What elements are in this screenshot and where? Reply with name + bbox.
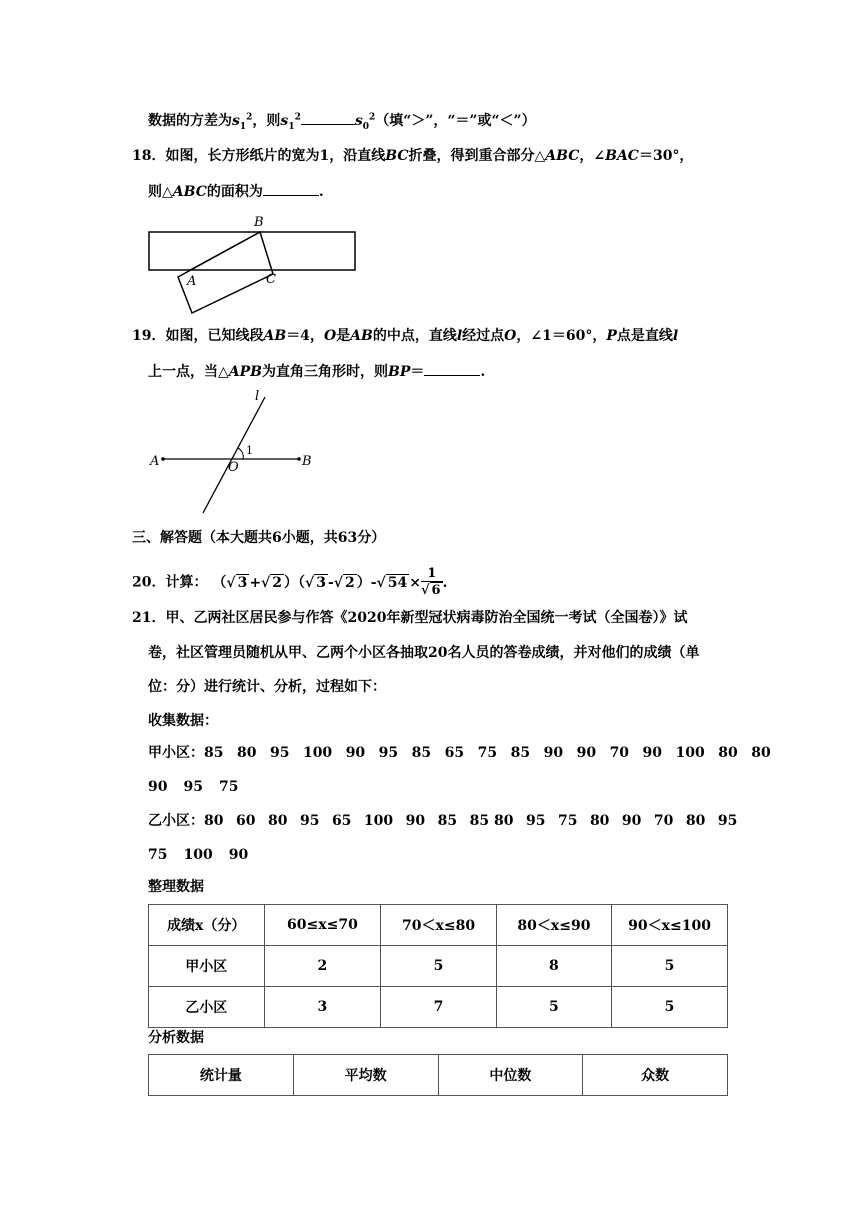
q20-label: 计算： <box>165 574 208 591</box>
score-value: 95 <box>378 745 399 761</box>
q19-text: . <box>480 364 486 380</box>
superscript: 2 <box>294 112 301 123</box>
table-header-cell: 众数 <box>583 1055 728 1096</box>
organize-text: 整理数据 <box>148 879 204 895</box>
radicand: 2 <box>344 574 355 591</box>
q18-text: 的面积为 <box>206 184 263 200</box>
yi-values-2 <box>148 845 248 865</box>
score-value: 100 <box>363 813 394 829</box>
score-value: 90 <box>228 847 249 863</box>
operator: × <box>409 574 421 591</box>
point-b <box>297 457 301 461</box>
math-var: BP <box>388 364 411 380</box>
q17-tail-line <box>148 110 536 131</box>
math-var: P <box>606 328 617 344</box>
label-a: A <box>187 274 197 289</box>
q19-text: 经过点 <box>462 328 505 344</box>
q18-text: 如图，长方形纸片的宽为1，沿直线 <box>165 148 386 164</box>
var-symbol: s <box>232 113 240 129</box>
point-a <box>161 457 165 461</box>
math-var: ABC <box>172 184 207 200</box>
score-value: 95 <box>525 813 546 829</box>
score-value: 95 <box>717 813 738 829</box>
q20-line <box>132 566 447 599</box>
q18-text: . <box>318 184 324 200</box>
score-value: 65 <box>444 745 465 761</box>
yi-label: 乙小区： <box>148 813 204 829</box>
section-title-text: 三、解答题（本大题共6小题，共63分） <box>132 530 386 546</box>
radicand: 2 <box>272 574 282 591</box>
label-l: l <box>255 389 260 404</box>
score-value: 90 <box>405 813 426 829</box>
answer-blank[interactable] <box>424 361 480 376</box>
q19-text: 上一点，当△ <box>148 364 229 380</box>
score-value: 90 <box>576 745 597 761</box>
question-number: 21． <box>132 610 166 626</box>
score-value: 90 <box>543 745 564 761</box>
folded-part <box>178 232 273 313</box>
q19-line2 <box>148 361 485 382</box>
q18-text: ＝30°， <box>638 148 694 164</box>
expression: （√ 3 +√ 2 ）（√ 3 -√ 2 ）-√ 54 × $\frac{1}{√ 6}$ . <box>212 566 448 598</box>
score-value: 100 <box>302 745 333 761</box>
table-header-cell: 70＜x≤80 <box>381 905 496 946</box>
label-angle: 1 <box>246 444 253 457</box>
q21-line2 <box>148 643 699 663</box>
label-c: C <box>266 272 276 287</box>
analyze-label <box>148 1028 204 1048</box>
score-value: 85 <box>204 745 224 761</box>
label-a: A <box>150 454 160 469</box>
q19-text: 是 <box>336 328 351 344</box>
answer-blank[interactable] <box>301 110 355 125</box>
score-value: 80 <box>589 813 610 829</box>
q21-line1 <box>132 608 687 628</box>
score-value: 65 <box>331 813 352 829</box>
table-cell: 乙小区 <box>149 987 265 1028</box>
question-number: 18． <box>132 148 166 164</box>
q18-figure <box>140 208 370 318</box>
q18-text: 折叠，得到重合部分△ <box>408 148 546 164</box>
score-value: 85 <box>437 813 458 829</box>
denominator: √ 6 <box>420 583 441 598</box>
answer-blank[interactable] <box>263 181 319 196</box>
angle-arc <box>238 448 243 459</box>
math-var: O <box>323 328 337 344</box>
q21-line3 <box>148 677 386 697</box>
score-value: 70 <box>653 813 674 829</box>
operator: + <box>249 574 262 591</box>
table-cell: 5 <box>612 946 728 987</box>
label-b: B <box>302 454 312 469</box>
q19-text: ＝ <box>410 364 425 380</box>
jia-row2 <box>148 777 238 797</box>
table-cell: 5 <box>612 987 728 1028</box>
radicand: 3 <box>316 574 326 591</box>
jia-values-1 <box>204 743 771 763</box>
math-var: O <box>504 328 517 344</box>
table-cell: 甲小区 <box>149 946 265 987</box>
radicand: 6 <box>431 583 441 598</box>
q19-text: 的中点，直线 <box>372 328 457 344</box>
q19-text: ＝4， <box>286 328 324 344</box>
score-value: 85 80 <box>469 813 514 829</box>
score-value: 60 <box>235 813 256 829</box>
score-value: 95 <box>299 813 320 829</box>
table-cell: 7 <box>381 987 496 1028</box>
question-number: 19． <box>132 328 166 344</box>
jia-label: 甲小区： <box>148 745 204 761</box>
table-row <box>149 987 728 1028</box>
question-number: 20． <box>132 574 166 591</box>
yi-row2 <box>148 845 248 865</box>
score-value: 85 <box>510 745 531 761</box>
subscript: 1 <box>288 121 295 132</box>
q21-text: 位：分）进行统计、分析，过程如下： <box>148 679 386 695</box>
table-cell: 2 <box>264 946 381 987</box>
line-l <box>203 397 265 513</box>
score-value: 80 <box>204 813 224 829</box>
table-header-row <box>149 1055 728 1096</box>
score-value: 90 <box>642 745 663 761</box>
operator: - <box>370 574 377 591</box>
subscript: 1 <box>239 121 247 132</box>
math-var: l <box>456 328 463 344</box>
q21-text: 卷，社区管理员随机从甲、乙两个小区各抽取20名人员的答卷成绩，并对他们的成绩（单 <box>148 645 700 661</box>
fold-line <box>190 232 260 270</box>
fraction <box>421 566 443 599</box>
q19-text: 为直角三角形时，则 <box>262 364 389 380</box>
score-value: 80 <box>718 745 738 761</box>
collect-text: 收集数据： <box>148 713 218 729</box>
q17-text: ，则 <box>252 113 281 129</box>
table-cell: 3 <box>264 987 381 1028</box>
score-value: 95 <box>269 745 290 761</box>
section-title <box>132 528 385 548</box>
table-cell: 5 <box>381 946 496 987</box>
math-var: APB <box>228 364 263 380</box>
var-symbol: s <box>280 113 289 129</box>
radicand: 54 <box>387 574 408 591</box>
score-value: 90 <box>148 779 168 795</box>
q21-text: 甲、乙两社区居民参与作答《2020年新型冠状病毒防治全国统一考试（全国卷）》试 <box>165 610 688 626</box>
score-value: 90 <box>345 745 366 761</box>
q18-text: 则△ <box>148 184 173 200</box>
var-symbol: s <box>354 113 363 129</box>
yi-values-1 <box>204 811 737 831</box>
q19-text: 如图，已知线段 <box>165 328 264 344</box>
score-value: 80 <box>267 813 288 829</box>
label-o: O <box>228 460 239 475</box>
paper-strip <box>149 232 355 270</box>
operator: - <box>327 574 334 591</box>
score-value: 95 <box>183 779 203 795</box>
score-value: 75 <box>218 779 239 795</box>
score-value: 100 <box>675 745 705 761</box>
collect-label <box>148 711 218 731</box>
jia-row1 <box>148 743 771 763</box>
math-var: BAC <box>605 148 639 164</box>
q19-text: 点是直线 <box>616 328 673 344</box>
yi-row1 <box>148 811 737 831</box>
q20-end: . <box>442 574 448 591</box>
table-header-cell: 90＜x≤100 <box>612 905 728 946</box>
analyze-text: 分析数据 <box>148 1030 204 1046</box>
q18-line1 <box>132 146 693 166</box>
table-header-cell: 中位数 <box>438 1055 583 1096</box>
math-var: AB <box>263 328 287 344</box>
score-value: 90 <box>621 813 642 829</box>
score-value: 80 <box>236 745 257 761</box>
score-value: 70 <box>609 745 630 761</box>
score-value: 80 <box>685 813 706 829</box>
score-value: 75 <box>148 847 168 863</box>
score-value: 100 <box>183 847 213 863</box>
subscript: 0 <box>362 121 369 132</box>
q17-text: 数据的方差为 <box>148 113 232 129</box>
label-b: B <box>254 215 264 230</box>
organize-label <box>148 877 204 897</box>
score-value: 80 <box>751 745 771 761</box>
q18-line2 <box>148 181 324 202</box>
score-value: 75 <box>477 745 498 761</box>
math-var: BC <box>385 148 409 164</box>
table-cell: 8 <box>496 946 611 987</box>
q17-hint: （填“＞”，“＝”或“＜”） <box>375 113 536 129</box>
q19-line1 <box>132 326 678 346</box>
radicand: 3 <box>237 574 248 591</box>
score-value: 75 <box>557 813 578 829</box>
superscript: 2 <box>246 112 253 123</box>
numerator: 1 <box>421 566 443 582</box>
table-header-cell: 成绩x（分） <box>149 905 265 946</box>
jia-values-2 <box>148 777 238 797</box>
statistics-table <box>148 1054 728 1096</box>
table-header-cell: 80＜x≤90 <box>496 905 611 946</box>
score-value: 85 <box>411 745 432 761</box>
q19-text: ，∠1＝60°， <box>516 328 607 344</box>
table-header-row <box>149 905 728 946</box>
q19-figure <box>145 385 325 520</box>
math-var: l <box>672 328 679 344</box>
q18-text: ，∠ <box>579 148 606 164</box>
superscript: 2 <box>369 112 376 123</box>
table-header-cell: 平均数 <box>293 1055 438 1096</box>
math-var: AB <box>350 328 373 344</box>
score-distribution-table <box>148 904 728 1028</box>
table-cell: 5 <box>496 987 611 1028</box>
table-row <box>149 946 728 987</box>
table-header-cell: 60≤x≤70 <box>264 905 381 946</box>
math-var: ABC <box>545 148 580 164</box>
table-header-cell: 统计量 <box>149 1055 294 1096</box>
